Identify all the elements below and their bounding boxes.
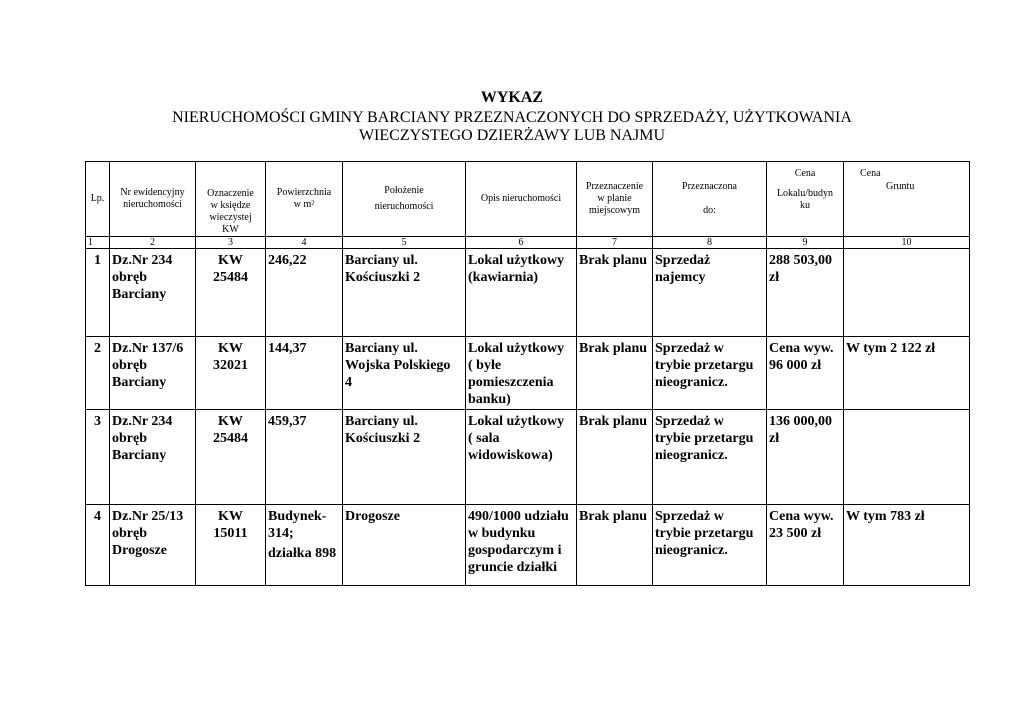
table-row: [86, 337, 970, 410]
col-number: 5: [343, 237, 466, 249]
column-number-row: [86, 237, 970, 249]
cell-nr: Dz.Nr 25/13 obręb Drogosze: [110, 505, 196, 586]
cell-powierzchnia: Budynek- 314; działka 898: [266, 505, 343, 586]
cell-przeznaczona: Sprzedaż w trybie przetargu nieogranicz.: [653, 505, 767, 586]
table-row: [86, 505, 970, 586]
cell-opis: Lokal użytkowy ( sala widowiskowa): [466, 410, 577, 505]
cell-polozenie: Barciany ul. Kościuszki 2: [343, 410, 466, 505]
cell-opis: Lokal użytkowy (kawiarnia): [466, 249, 577, 337]
cell-przeznaczona: Sprzedaż najemcy: [653, 249, 767, 337]
cell-cena-gruntu: W tym 2 122 zł: [844, 337, 970, 410]
header-oznaczenie-kw: Oznaczenie w księdze wieczystej KW: [196, 162, 266, 237]
col-number: 9: [767, 237, 844, 249]
header-opis: Opis nieruchomości: [466, 162, 577, 237]
cell-powierzchnia: 246,22: [266, 249, 343, 337]
cell-cena-lokalu: Cena wyw. 96 000 zł: [767, 337, 844, 410]
cell-cena-lokalu: 288 503,00 zł: [767, 249, 844, 337]
header-lp: Lp.: [86, 162, 110, 237]
cell-cena-gruntu: W tym 783 zł: [844, 505, 970, 586]
cell-lp: 1: [86, 249, 110, 337]
cell-lp: 2: [86, 337, 110, 410]
cell-nr: Dz.Nr 137/6 obręb Barciany: [110, 337, 196, 410]
table-row: [86, 249, 970, 337]
cell-lp: 4: [86, 505, 110, 586]
cell-kw: KW 32021: [196, 337, 266, 410]
header-cena-lokalu: Cena Lokalu/budyn ku: [767, 162, 844, 237]
cell-kw: KW 25484: [196, 410, 266, 505]
header-cena-gruntu: Cena Gruntu: [844, 162, 970, 237]
header-powierzchnia: Powierzchnia w m²: [266, 162, 343, 237]
table-row: [86, 410, 970, 505]
cell-cena-lokalu: Cena wyw. 23 500 zł: [767, 505, 844, 586]
cell-powierzchnia: 144,37: [266, 337, 343, 410]
cell-kw: KW 15011: [196, 505, 266, 586]
col-number: 10: [844, 237, 970, 249]
col-number: 7: [577, 237, 653, 249]
document-subtitle-line2: WIECZYSTEGO DZIERŻAWY LUB NAJMU: [358, 127, 666, 144]
cell-plan: Brak planu: [577, 410, 653, 505]
cell-polozenie: Barciany ul. Wojska Polskiego 4: [343, 337, 466, 410]
header-polozenie: Położenie nieruchomości: [343, 162, 466, 237]
col-number: 8: [653, 237, 767, 249]
col-number: 1: [86, 237, 110, 249]
col-number: 3: [196, 237, 266, 249]
header-przeznaczona: Przeznaczona do:: [653, 162, 767, 237]
cell-cena-gruntu: [844, 249, 970, 337]
property-list-table: [85, 161, 970, 586]
cell-polozenie: Drogosze: [343, 505, 466, 586]
header-nr-ewidencyjny: Nr ewidencyjny nieruchomości: [110, 162, 196, 237]
cell-lp: 3: [86, 410, 110, 505]
cell-cena-gruntu: [844, 410, 970, 505]
cell-opis: Lokal użytkowy ( byłe pomieszczenia banku): [466, 337, 577, 410]
table-header-row: [86, 162, 970, 237]
header-przeznaczenie-plan: Przeznaczenie w planie miejscowym: [577, 162, 653, 237]
cell-opis: 490/1000 udziału w budynku gospodarczym i gruncie działki: [466, 505, 577, 586]
col-number: 4: [266, 237, 343, 249]
cell-kw: KW 25484: [196, 249, 266, 337]
col-number: 2: [110, 237, 196, 249]
cell-nr: Dz.Nr 234 obręb Barciany: [110, 249, 196, 337]
document-title: WYKAZ: [480, 89, 544, 106]
cell-plan: Brak planu: [577, 249, 653, 337]
cell-plan: Brak planu: [577, 337, 653, 410]
col-number: 6: [466, 237, 577, 249]
document-subtitle-line1: NIERUCHOMOŚCI GMINY BARCIANY PRZEZNACZONYCH DO SPRZEDAŻY, UŻYTKOWANIA: [172, 109, 852, 126]
cell-polozenie: Barciany ul. Kościuszki 2: [343, 249, 466, 337]
cell-plan: Brak planu: [577, 505, 653, 586]
cell-nr: Dz.Nr 234 obręb Barciany: [110, 410, 196, 505]
cell-powierzchnia: 459,37: [266, 410, 343, 505]
cell-cena-lokalu: 136 000,00 zł: [767, 410, 844, 505]
cell-przeznaczona: Sprzedaż w trybie przetargu nieogranicz.: [653, 337, 767, 410]
cell-przeznaczona: Sprzedaż w trybie przetargu nieogranicz.: [653, 410, 767, 505]
